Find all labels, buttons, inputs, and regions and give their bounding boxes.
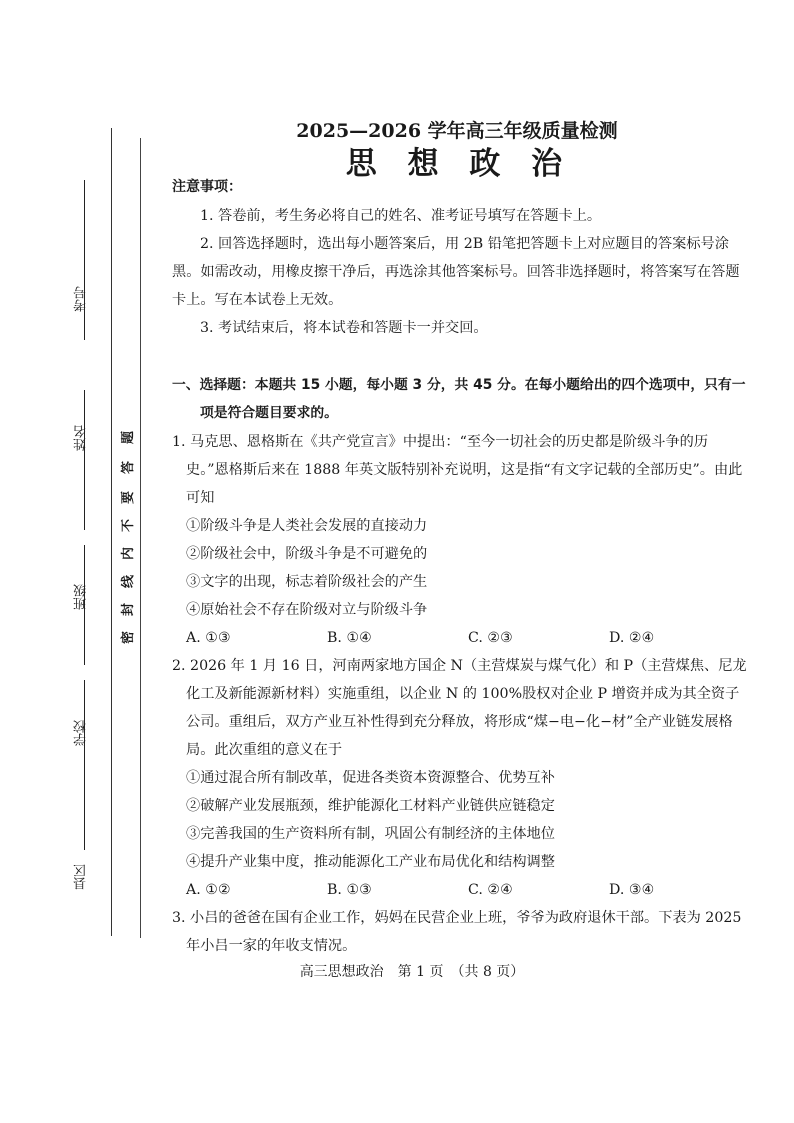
q1-choices (172, 624, 750, 652)
section-heading: 一、选择题：本题共 15 小题，每小题 3 分，共 45 分。在每小题给出的四个选项中，只有一项是符合题目要求的。 (172, 377, 746, 421)
seal-char: 密 (121, 630, 137, 645)
seal-border-line (111, 128, 112, 936)
page-footer: 高三思想政治 第 1 页 （共 8 页） (299, 964, 525, 980)
q1-option: ②阶级社会中，阶级斗争是不可避免的 (186, 546, 428, 562)
q2-choice-d[interactable]: D. ③④ (609, 882, 655, 898)
seal-char: 线 (121, 574, 137, 589)
q2-option: ④提升产业集中度，推动能源化工产业布局优化和结构调整 (186, 854, 555, 870)
note-item: 1. 答卷前，考生务必将自己的姓名、准考证号填写在答题卡上。 (200, 208, 602, 224)
note-item: 3. 考试结束后，将本试卷和答题卡一并交回。 (200, 320, 488, 336)
question-2-stem: 2. 2026 年 1 月 16 日，河南两家地方国企 N（主营煤炭与煤气化）和 P（主营煤焦、尼龙化工及新能源新材料）实施重组，以企业 N 的 100%股权对企业 P 增资并成为其全资子公司。重组后，双方产业互补性得到充分释放，将形成“煤−电−化−材”全产业链发展格局。此次重组的意义在于 (172, 658, 747, 758)
seal-char: 答 (121, 460, 137, 475)
q2-option: ②破解产业发展瓶颈，维护能源化工材料产业链供应链稳定 (186, 798, 555, 814)
notes-list (172, 202, 750, 342)
q2-choices (172, 876, 750, 904)
exam-title: 2025—2026 学年高三年级质量检测 (296, 120, 618, 142)
class-label: 班级 (74, 584, 89, 610)
q1-choice-d[interactable]: D. ②④ (609, 630, 655, 646)
q2-choice-a[interactable]: A. ①② (186, 882, 231, 898)
question-3-stem: 3. 小吕的爸爸在国有企业工作，妈妈在民营企业上班，爷爷为政府退休干部。下表为 2025 年小吕一家的年收支情况。 (172, 910, 742, 954)
county-label: 县区 (74, 864, 89, 890)
seal-char: 题 (121, 430, 137, 445)
q1-option: ④原始社会不存在阶级对立与阶级斗争 (186, 602, 428, 618)
q1-choice-c[interactable]: C. ②③ (468, 630, 513, 646)
exam-no-line (84, 180, 85, 340)
seal-char: 要 (121, 490, 137, 505)
q1-choice-b[interactable]: B. ①④ (327, 630, 372, 646)
notes-heading: 注意事项： (172, 179, 242, 195)
exam-no-label: 考号 (74, 286, 89, 312)
q2-choice-b[interactable]: B. ①③ (327, 882, 372, 898)
question-1-stem: 1. 马克思、恩格斯在《共产党宣言》中提出：“至今一切社会的历史都是阶级斗争的历史。”恩格斯后来在 1888 年英文版特别补充说明，这是指“有文字记载的全部历史”。由此可知 (172, 434, 743, 506)
seal-char: 不 (121, 518, 137, 533)
q2-choice-c[interactable]: C. ②④ (468, 882, 513, 898)
q1-option: ③文字的出现，标志着阶级社会的产生 (186, 574, 428, 590)
subject-title: 思 想 政 治 (345, 146, 573, 182)
content-border-line (140, 138, 141, 938)
name-label: 姓名 (74, 425, 89, 451)
school-line (84, 680, 85, 850)
question-area (172, 371, 750, 960)
q1-option: ①阶级斗争是人类社会发展的直接动力 (186, 518, 428, 534)
school-label: 学校 (74, 720, 89, 746)
seal-char: 封 (121, 602, 137, 617)
note-item: 2. 回答选择题时，选出每小题答案后，用 2B 铅笔把答题卡上对应题目的答案标号涂黑。如需改动，用橡皮擦干净后，再选涂其他答案标号。回答非选择题时，将答案写在答题卡上。写在本试卷上无效。 (172, 236, 740, 308)
q1-choice-a[interactable]: A. ①③ (186, 630, 231, 646)
seal-char: 内 (121, 546, 137, 561)
name-line (84, 390, 85, 530)
q2-option: ③完善我国的生产资料所有制，巩固公有制经济的主体地位 (186, 826, 555, 842)
q2-option: ①通过混合所有制改革，促进各类资本资源整合、优势互补 (186, 770, 555, 786)
